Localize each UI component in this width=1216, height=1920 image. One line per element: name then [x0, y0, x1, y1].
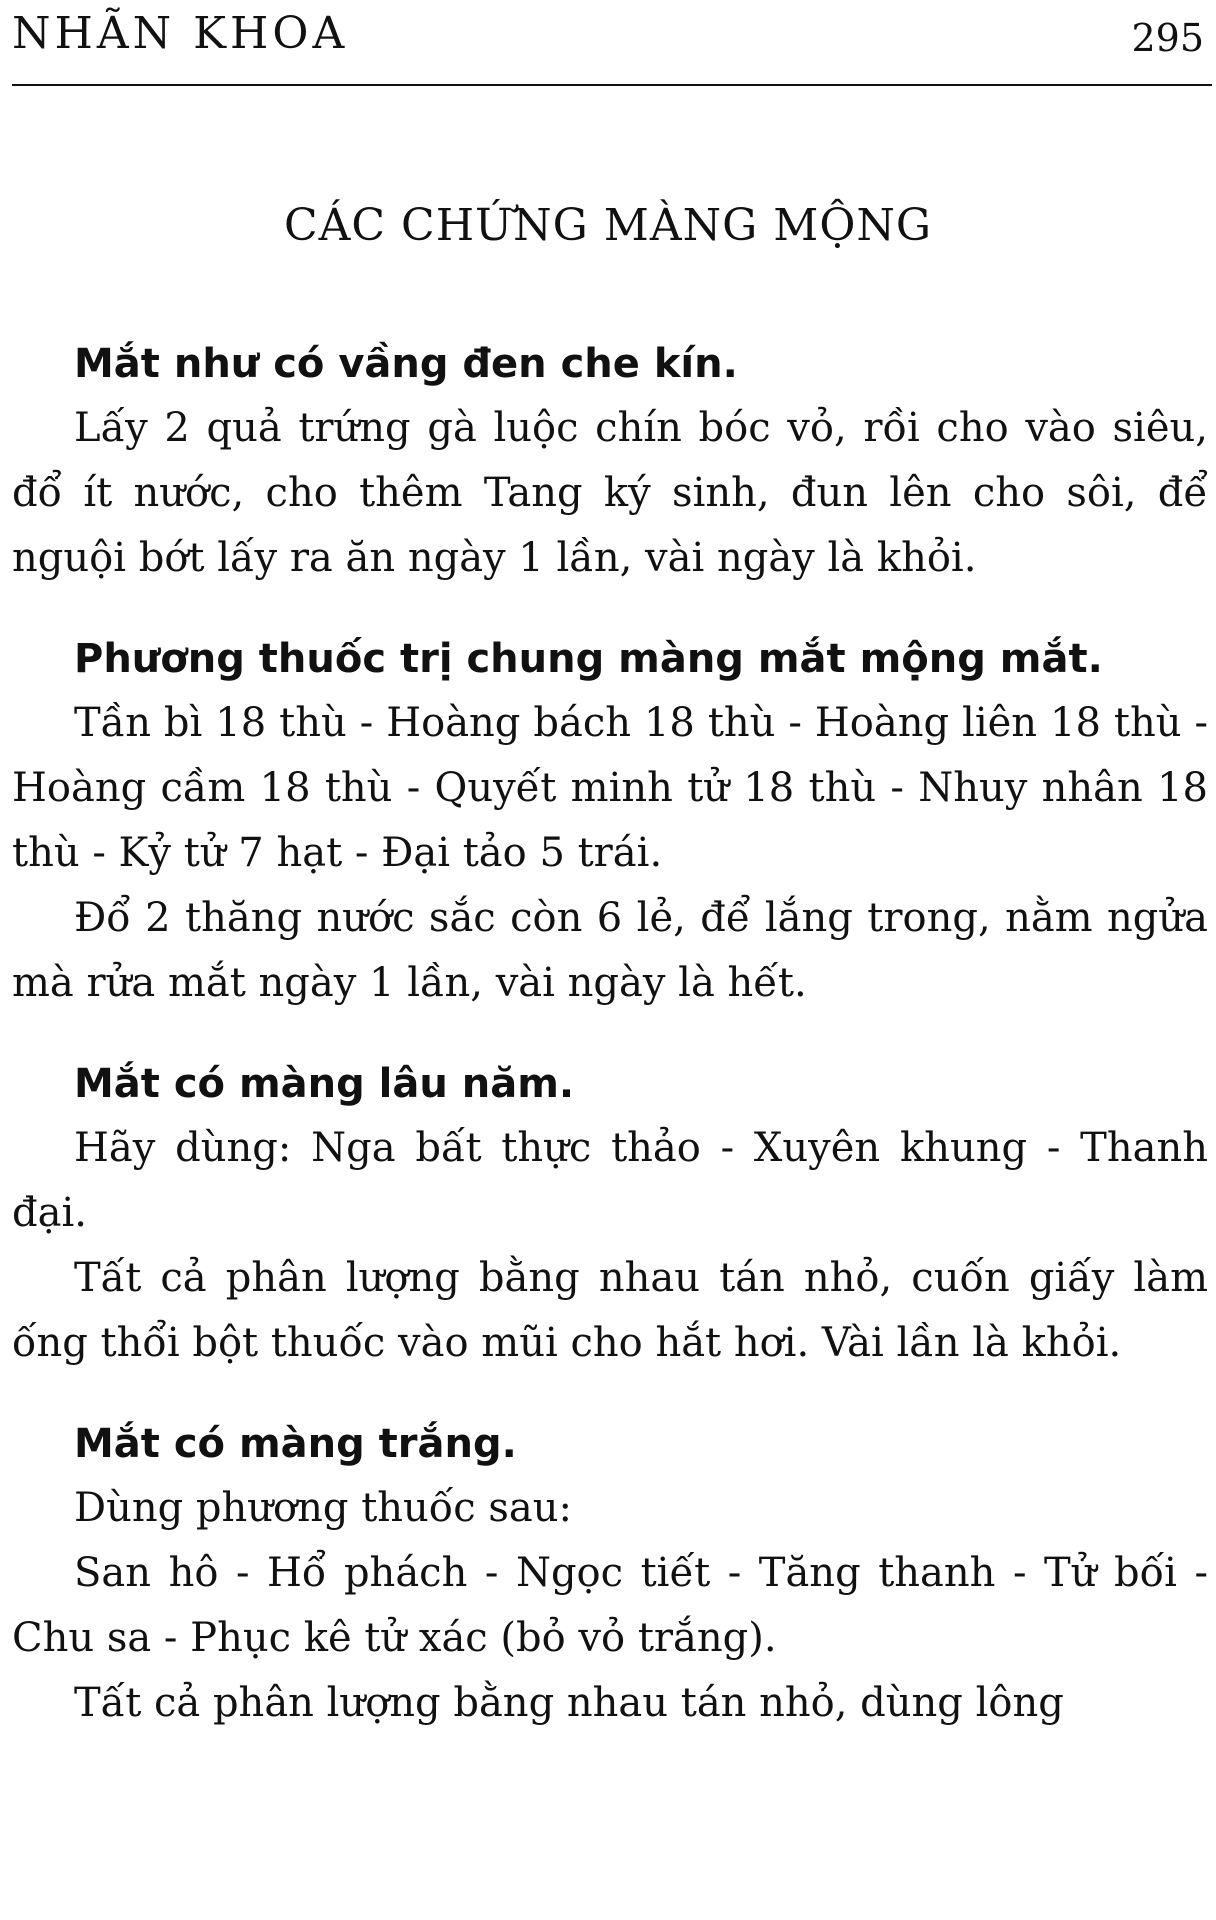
- section-black-ring: [12, 332, 1208, 591]
- paragraph: Tất cả phân lượng bằng nhau tán nhỏ, dùng lông: [74, 1680, 1064, 1726]
- header-rule: [12, 84, 1212, 86]
- section-heading: Mắt như có vầng đen che kín.: [74, 341, 738, 387]
- section-heading: Phương thuốc trị chung màng mắt mộng mắt.: [74, 636, 1103, 682]
- paragraph: San hô - Hổ phách - Ngọc tiết - Tăng thanh - Tử bối - Chu sa - Phục kê tử xác (bỏ vỏ trắng).: [12, 1550, 1208, 1661]
- running-head: NHÃN KHOA: [12, 8, 349, 59]
- paragraph: Lấy 2 quả trứng gà luộc chín bóc vỏ, rồi cho vào siêu, đổ ít nước, cho thêm Tang ký sinh, đun lên cho sôi, để nguội bớt lấy ra ăn ngày 1 lần, vài ngày là khỏi.: [12, 405, 1208, 581]
- section-heading: Mắt có màng trắng.: [74, 1421, 517, 1467]
- paragraph: Đổ 2 thăng nước sắc còn 6 lẻ, để lắng trong, nằm ngửa mà rửa mắt ngày 1 lần, vài ngày là hết.: [12, 895, 1208, 1006]
- chapter-title: CÁC CHỨNG MÀNG MỘNG: [283, 200, 933, 251]
- paragraph: Tần bì 18 thù - Hoàng bách 18 thù - Hoàng liên 18 thù - Hoàng cầm 18 thù - Quyết minh tử 18 thù - Nhuy nhân 18 thù - Kỷ tử 7 hạt - Đại tảo 5 trái.: [12, 700, 1208, 876]
- paragraph: Hãy dùng: Nga bất thực thảo - Xuyên khung - Thanh đại.: [12, 1125, 1208, 1236]
- section-general-remedy: [12, 627, 1208, 1016]
- paragraph: Tất cả phân lượng bằng nhau tán nhỏ, cuốn giấy làm ống thổi bột thuốc vào mũi cho hắt hơi. Vài lần là khỏi.: [12, 1255, 1208, 1366]
- section-heading: Mắt có màng lâu năm.: [74, 1061, 575, 1107]
- paragraph: Dùng phương thuốc sau:: [74, 1485, 573, 1531]
- page-header: [12, 8, 1204, 60]
- section-longstanding-film: [12, 1052, 1208, 1376]
- page-body: [12, 332, 1208, 1772]
- page-number: 295: [1131, 16, 1204, 60]
- section-white-film: [12, 1412, 1208, 1736]
